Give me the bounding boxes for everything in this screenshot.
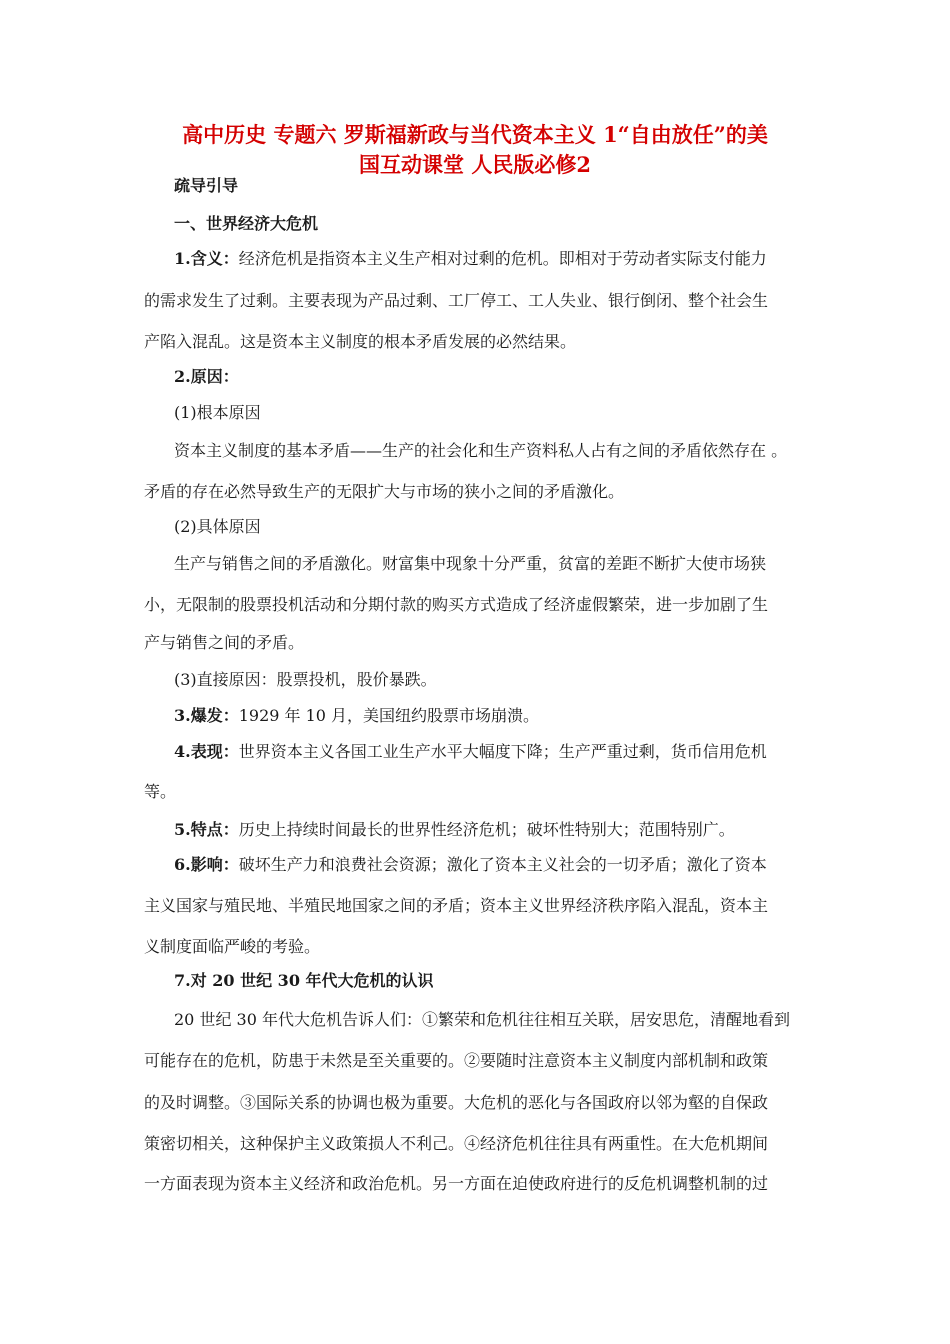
specific-cause-line-2: 小，无限制的股票投机活动和分期付款的购买方式造成了经济虚假繁荣，进一步加剧了生 — [144, 595, 769, 614]
guide-heading: 疏导引导 — [174, 176, 239, 195]
understanding-line-3: 的及时调整。③国际关系的协调也极为重要。大危机的恶化与各国政府以邻为壑的自保政 — [144, 1093, 769, 1112]
meaning-text-line-1: 经济危机是指资本主义生产相对过剩的危机。即相对于劳动者实际支付能力 — [238, 249, 767, 268]
manifestation-label: 4.表现： — [174, 742, 239, 761]
impact-line-3: 义制度面临严峻的考验。 — [144, 937, 321, 956]
manifestation-paragraph — [174, 742, 767, 762]
specific-cause-heading: (2)具体原因 — [174, 517, 261, 536]
outbreak-text: 1929 年 10 月，美国纽约股票市场崩溃。 — [238, 706, 540, 725]
features-label: 5.特点： — [174, 820, 239, 839]
meaning-text-line-3: 产陷入混乱。这是资本主义制度的根本矛盾发展的必然结果。 — [144, 332, 577, 351]
root-cause-heading: (1)根本原因 — [174, 403, 261, 422]
impact-line-2: 主义国家与殖民地、半殖民地国家之间的矛盾；资本主义世界经济秩序陷入混乱，资本主 — [144, 896, 769, 915]
title-line-2: 国互动课堂 人民版必修2 — [359, 152, 591, 177]
meaning-paragraph — [174, 249, 767, 269]
impact-paragraph — [174, 855, 767, 875]
root-cause-line-1: 资本主义制度的基本矛盾——生产的社会化和生产资料私人占有之间的矛盾依然存在 。 — [174, 441, 788, 460]
understanding-line-1: 20 世纪 30 年代大危机告诉人们：①繁荣和危机往往相互关联，居安思危，清醒地看到 — [174, 1010, 790, 1029]
specific-cause-line-3: 产与销售之间的矛盾。 — [144, 633, 305, 652]
section-heading: 一、世界经济大危机 — [174, 214, 319, 233]
understanding-line-2: 可能存在的危机，防患于未然是至关重要的。②要随时注意资本主义制度内部机制和政策 — [144, 1051, 769, 1070]
features-text: 历史上持续时间最长的世界性经济危机；破坏性特别大；范围特别广。 — [238, 820, 735, 839]
manifestation-line-1: 世界资本主义各国工业生产水平大幅度下降；生产严重过剩，货币信用危机 — [238, 742, 767, 761]
understanding-line-5: 一方面表现为资本主义经济和政治危机。另一方面在迫使政府进行的反危机调整机制的过 — [144, 1174, 769, 1193]
outbreak-label: 3.爆发： — [174, 706, 239, 725]
outbreak-paragraph — [174, 706, 539, 726]
impact-line-1: 破坏生产力和浪费社会资源；激化了资本主义社会的一切矛盾；激化了资本 — [238, 855, 767, 874]
direct-cause: (3)直接原因：股票投机，股价暴跌。 — [174, 670, 437, 689]
understanding-line-4: 策密切相关，这种保护主义政策损人不利己。④经济危机往往具有两重性。在大危机期间 — [144, 1134, 769, 1153]
specific-cause-line-1: 生产与销售之间的矛盾激化。财富集中现象十分严重，贫富的差距不断扩大使市场狭 — [174, 554, 767, 573]
features-paragraph — [174, 820, 735, 840]
manifestation-line-2: 等。 — [144, 782, 177, 801]
meaning-text-line-2: 的需求发生了过剩。主要表现为产品过剩、工厂停工、工人失业、银行倒闭、整个社会生 — [144, 291, 769, 310]
impact-label: 6.影响： — [174, 855, 239, 874]
causes-label: 2.原因： — [174, 367, 239, 386]
title-line-1: 高中历史 专题六 罗斯福新政与当代资本主义 1“自由放任”的美 — [182, 122, 768, 147]
root-cause-line-2: 矛盾的存在必然导致生产的无限扩大与市场的狭小之间的矛盾激化。 — [144, 482, 625, 501]
page-title — [130, 120, 820, 180]
understanding-heading: 7.对 20 世纪 30 年代大危机的认识 — [174, 971, 434, 990]
meaning-label: 1.含义： — [174, 249, 239, 268]
